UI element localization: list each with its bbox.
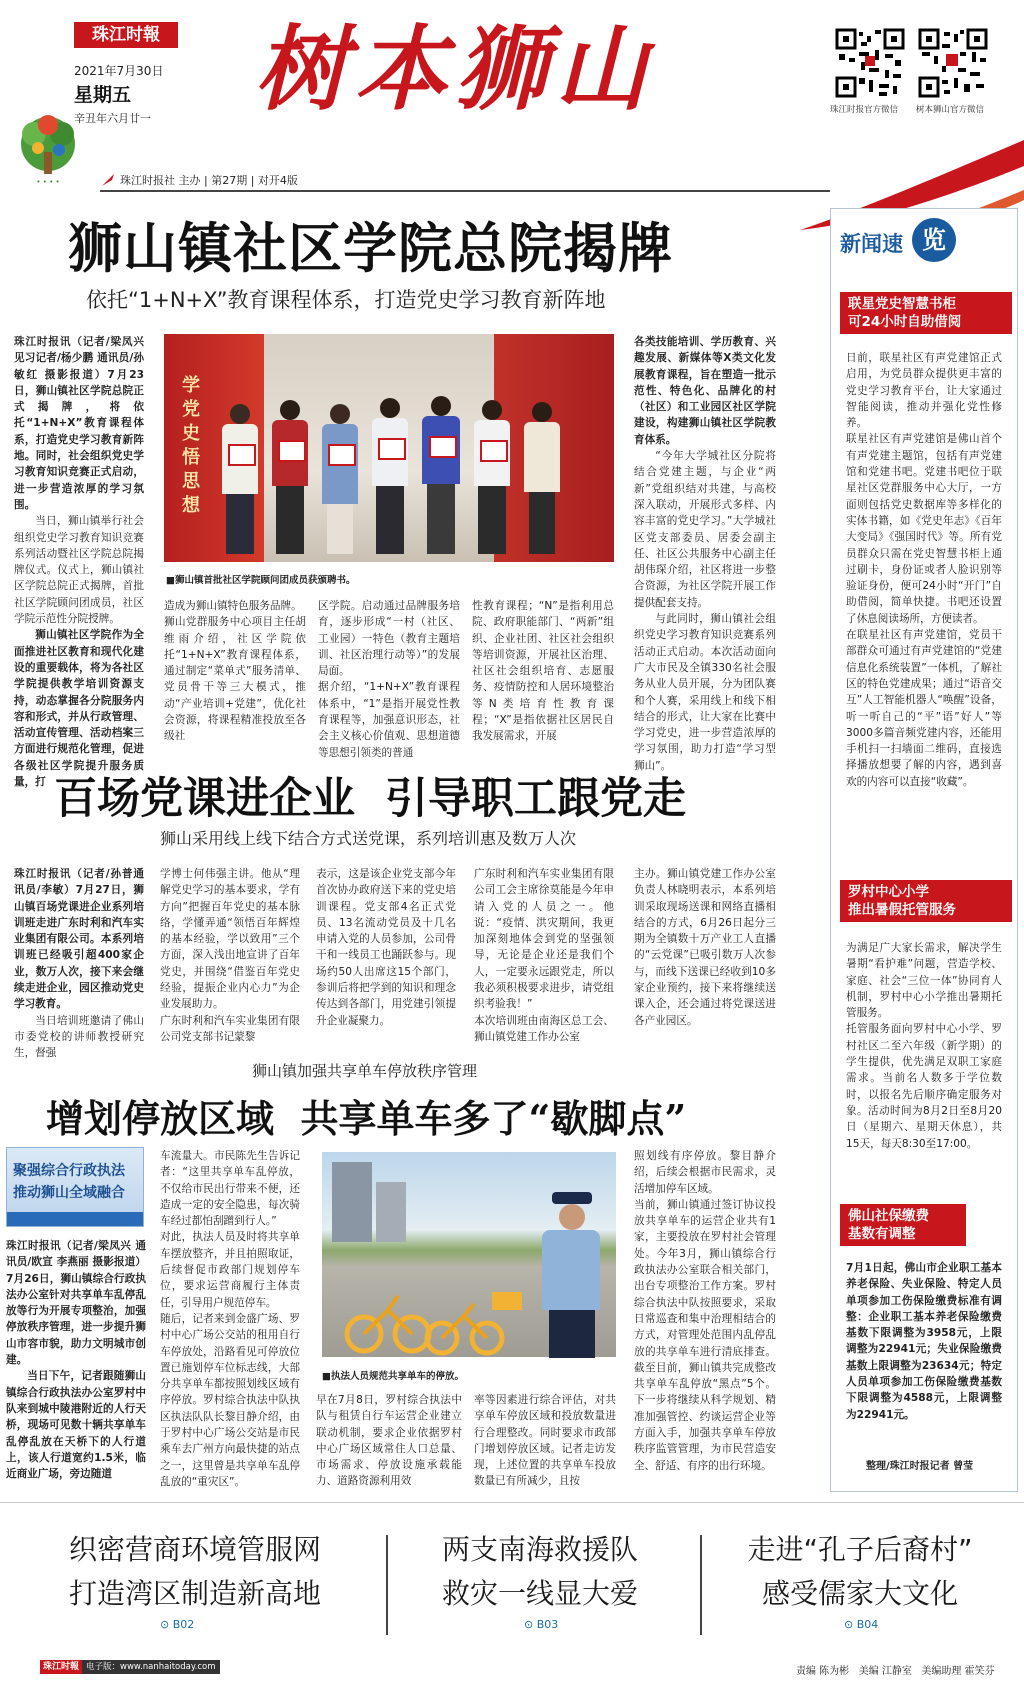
issue-number: 第27期 bbox=[211, 174, 248, 187]
lead-headline: 狮山镇社区学院总院揭牌 bbox=[68, 216, 673, 280]
issue-weekday: 星期五 bbox=[74, 84, 132, 106]
third-paragraph: 当日下午，记者跟随狮山镇综合行政执法办公室罗村中队来到城中陵港附近的人行天桥，现场可见数十辆共享单车乱停乱放在天桥下的人行道上，该人行道宽约1.5米，临近商业广场，旁边随道 bbox=[6, 1370, 146, 1481]
sidebar-tag-1: 联星党史智慧书柜 可24小时自助借阅 bbox=[840, 292, 1012, 334]
promo-item[interactable] bbox=[20, 1528, 370, 1616]
photo-banner-text: 学党史 悟思想 bbox=[182, 375, 200, 516]
second-column-2: 学博士何伟强主讲。他从“理解党史学习的基本要求，学有方向”把握百年党史的基本脉络，学懂弄通“领悟百年辉煌的基本经验，学以致用”三个方面，深入浅出地宣讲了百年党史，并围绕“借鉴百年党史经验，提振企业内心力”为企业发展助力。 广东时利和汽车实业集团有限公司党支部书记蒙黎 bbox=[160, 868, 300, 1043]
building bbox=[376, 1182, 406, 1242]
badge-line: 推动狮山全域融合 bbox=[13, 1185, 125, 1201]
lead-column-right bbox=[634, 334, 776, 772]
qr-label: 珠江时报官方微信 bbox=[830, 105, 899, 115]
certificate bbox=[378, 438, 406, 460]
promo-page-ref[interactable] bbox=[160, 1618, 194, 1631]
lead-photo bbox=[164, 334, 614, 562]
page-link-icon: ⊙ bbox=[844, 1618, 857, 1631]
second-paragraph: 珠江时报讯（记者/孙普通讯员/李敏）7月27日，狮山镇百场党课进企业系列培训班走进广东时利和汽车实业集团有限公司。本系列培训班已经吸引超400家企业，数万人次，接下来会继续走进企业，园区推动党史学习教育。 bbox=[14, 868, 144, 1011]
promo-line: 救灾一线显大爱 bbox=[441, 1577, 638, 1610]
person bbox=[524, 402, 560, 554]
page-link-icon: ⊙ bbox=[160, 1618, 173, 1631]
quill-icon bbox=[100, 172, 116, 188]
lead-paragraph: “今年大学城社区分院将结合党建主题，与企业“两新”党组织结对共建，与高校深入联动，开展形式多样、内容丰富的党史学习。”大学城社区党支部委员、居委会副主任、社区公共服务中心副主任胡伟琛介绍，社区将进一步整合资源，为社区学院开展工作提供配套支持。 bbox=[634, 450, 776, 609]
sidebar-tag-3: 佛山社保缴费 基数有调整 bbox=[840, 1204, 966, 1246]
footer-staff: 责编 陈为彬 美编 江静室 美编助理 霍笑芬 bbox=[796, 1666, 995, 1677]
person bbox=[272, 400, 308, 554]
third-column-3: 早在7月8日，罗村综合执法中队与租赁自行车运营企业建立联动机制，要求企业依据罗村中心广场区域常住人口总量、市场需求、停放设施承载能力、道路资源利用效 bbox=[316, 1394, 462, 1488]
lead-paragraph: 各类技能培训、学历教育、兴趣发展、新媒体等X类文化发展教育课程，旨在塑造一批示范性、特色化、品牌化的村（社区）和工业园区社区学院建设，构建狮山镇社区学院教育体系。 bbox=[634, 336, 776, 446]
person bbox=[222, 404, 258, 554]
promo-ref-label: B03 bbox=[536, 1618, 559, 1631]
promo-ref-label: B02 bbox=[172, 1618, 195, 1631]
tree-logo-icon bbox=[8, 110, 88, 188]
bike-icon bbox=[342, 1282, 542, 1357]
lead-column-c: 性教育课程；“N”是指利用总院、政府职能部门、“两新”组织、企业社团、社区社会组织等培训资源，开展社区治理、社区社会组织培育、志愿服务、疫情防控和人居环境整治等N类培育性教育课程；“X”是指依据社区居民自我发展需求，开展 bbox=[472, 600, 614, 743]
qr-label: 树本狮山官方微信 bbox=[916, 105, 985, 115]
page-link-icon: ⊙ bbox=[524, 1618, 537, 1631]
second-subheadline: 狮山采用线上线下结合方式送党课，系列培训惠及数万人次 bbox=[160, 829, 577, 848]
promo-line: 打造湾区制造新高地 bbox=[68, 1577, 321, 1610]
sidebar-text-3: 7月1日起，佛山市企业职工基本养老保险、失业保险、特定人员单项参加工伤保险缴费标准有调整：企业职工基本养老保险缴费基数下限调整为3958元，上限调整为22941元；失业保险缴费基数上限调整为23634元；特定人员单项参加工伤保险缴费基数下限调整为4588元，上限调整为22941元。 bbox=[846, 1262, 1002, 1421]
lead-paragraph: 珠江时报讯（记者/梁凤兴 见习记者/杨少鹏 通讯员/孙敏红 摄影报道）7月23日，狮山镇社区学院总院正式揭牌，将依托“1+N+X”教育课程体系，打造党史学习教育新阵地。同时，社会组织党史学习教育知识竞赛正式启动，进一步营造浓厚的学习氛围。 bbox=[14, 336, 144, 511]
third-column-2: 车流量大。市民陈先生告诉记者：“这里共享单车乱停放，不仅给市民出行带来不便，还造成一定的安全隐患，每次骑车经过都怕刮蹭到行人。” 对此，执法人员及时将共享单车摆放整齐，并且拍照取证，后续督促市政部门规划停车位，要求运营商履行主体责任，引导用户规范停车。 随后，记者来到金盛广场、罗村中心广场公交站的租用自行车停放处，沿路看见可停放位置已施划停车位标志线，大部分共享单车都按照划线区域有序停放。罗村综合执法中队执区执法队队长黎目静介绍，由于罗村中心广场公交站是市民乘车去广州方向最快捷的站点之一，这里曾是共享单车乱停乱放的“重灾区”。 bbox=[160, 1150, 300, 1488]
certificate bbox=[429, 436, 457, 458]
third-column-5: 照划线有序停放。黎目静介绍，后续会根据市民需求，灵活增加停车区域。 当前，狮山镇通过签订协议投放共享单车的运营企业共有1家，主要投放在罗村社会管理处。今年3月，狮山镇综合行政执法办公室联合相关部门，出台专项整治工作方案。罗村综合执法中队按照要求，采取日常巡查和集中治理相结合的方式，对管理处范围内乱停乱放的共享单车进行清底排查。截至目前，狮山镇共完成整改共享单车乱停放“黑点”5个。下一步将继续从科学规划、精准加强管控、约谈运营企业等方面入手，加强共享单车停放秩序监管管理，为市民营造安全、舒适、有序的出行环境。 bbox=[634, 1150, 776, 1472]
law-enforcement-badge bbox=[6, 1147, 144, 1227]
lead-paragraph: 与此同时，狮山镇社会组织党史学习教育知识竞赛系列活动正式启动。本次活动面向广大市民及全镇330名社会服务从业人员开展，分为团队赛和个人赛，采用线上和线下相结合的形式，让大家在比赛中学习党史，进一步营造浓厚的学习氛围，助力打造“学习型狮山”。 bbox=[634, 613, 776, 772]
certificate bbox=[278, 440, 306, 462]
promo-page-ref[interactable] bbox=[844, 1618, 878, 1631]
promo-top-rule bbox=[0, 1502, 1024, 1503]
second-column-3: 表示，这是该企业党支部今年首次协办政府送下来的党史培训课程。党支部4名正式党员、13名流动党员及十几名申请入党的人员参加，公司骨干和一线员工也踊跃参与。现场约50人出席这15个部门，参训后将把学到的知识和理念传达到各部门，用党建引领提升企业凝聚力。 bbox=[316, 868, 456, 1027]
second-column-1 bbox=[14, 866, 144, 1060]
third-headline: 增划停放区域 共享单车多了“歇脚点” bbox=[46, 1096, 687, 1141]
sidebar-text-1: 日前，联星社区有声党建馆正式启用，为党员群众提供更丰富的党史学习教育平台，让大家通过智能阅读，推动并强化党性修养。 联星社区有声党建馆是佛山首个有声党建主题馆，包括有声党建馆和党建书吧。党建书吧位于联星社区党群服务中心大厅，一方面则包括党史数据库等多样化的实体书籍，如《党史年志》《百年大变局》《强国时代》等。所有党员群众只需在党史智慧书柜上通过刷卡，身份证或者人脸识别等验证身份，便可24小时“开门”自助借阅，简单快捷。书吧还设置了休息阅读场所，方便读者。 在联星社区有声党建馆，党员干部群众可通过有声党建馆的“党建信息化系统装置”一体机，了解社区的特色党建成果；通过“语音交互”人工智能机器人“唤醒”设备，听一听自己的“平”语”好人”等3000多篇音频党建内容，还能用手机扫一扫墙面二维码，直接选择播放想要了解的内容，遇到喜欢的内容可以直接“收藏”。 bbox=[846, 352, 1002, 788]
second-headline: 百场党课进企业 引导职工跟党走 bbox=[54, 774, 686, 824]
certificate bbox=[480, 440, 508, 462]
paper-logo: 珠江时報 bbox=[74, 22, 178, 48]
qr-code-icon bbox=[918, 28, 988, 98]
third-paragraph: 珠江时报讯（记者/梁凤兴 通讯员/欧宣 李燕丽 摄影报道）7月26日，狮山镇综合行政执法办公室针对共享单车乱停乱放等行为开展专项整治，加强停放秩序管理，进一步提升狮山市容市貌，助力文明城市创建。 bbox=[6, 1240, 146, 1367]
sidebar-header-circle: 览 bbox=[912, 218, 956, 262]
officer bbox=[542, 1192, 602, 1357]
promo-line: 两支南海救援队 bbox=[441, 1533, 638, 1566]
lead-column-b: 区学院。启动通过品牌服务培育，逐步形成“一村（社区、工业园）一特色（教育主题培训、社区治理行动等）”的发展局面。 据介绍，“1+N+X”教育课程体系中，“1”是指开展党性教育课程等，加强意识形态，社会主义核心价值观、思想道德等思想引领类的普通 bbox=[318, 600, 460, 759]
promo-divider bbox=[700, 1535, 702, 1635]
lead-paragraph: 当日，狮山镇举行社会组织党史学习教育知识竞赛系列活动暨社区学院总院揭牌仪式。仪式上，狮山镇社区学院总院正式揭牌，首批社区学院顾问团成员，社区学院示范性分院授牌。 bbox=[14, 515, 144, 626]
promo-item[interactable] bbox=[710, 1528, 1010, 1616]
footer-site: 电子版：www.nanhaitoday.com bbox=[86, 1662, 216, 1672]
qr-code-icon bbox=[835, 28, 905, 98]
promo-item[interactable] bbox=[390, 1528, 690, 1616]
svg-text:• • • •: • • • • bbox=[36, 178, 60, 186]
promo-page-ref[interactable] bbox=[524, 1618, 558, 1631]
lead-subheadline: 依托“1+N+X”教育课程体系，打造党史学习教育新阵地 bbox=[86, 288, 606, 312]
certificate bbox=[228, 444, 256, 466]
masthead-rule bbox=[100, 190, 830, 192]
lunar-date: 辛丑年六月廿一 bbox=[74, 112, 151, 125]
sidebar-credit: 整理/珠江时报记者 曾莹 bbox=[866, 1461, 974, 1472]
sidebar-tag-2: 罗村中心小学 推出暑假托管服务 bbox=[840, 880, 1012, 922]
sidebar-header bbox=[840, 216, 960, 266]
bike-photo-caption: ■执法人员规范共享单车的停放。 bbox=[322, 1371, 464, 1382]
person bbox=[422, 396, 460, 554]
badge-line: 聚强综合行政执法 bbox=[13, 1163, 125, 1179]
footer-brand: 珠江时報 bbox=[40, 1660, 82, 1674]
third-column-1 bbox=[6, 1238, 146, 1492]
lead-paragraph: 狮山镇社区学院作为全面推进社区教育和现代化建设的重要载体，将为各社区学院提供教学培训资源支持，动态掌握各分院服务内容和形式，并从行政管理、活动宣传管理、活动档案三方面进行规范化管理，促进各级社区学院提升服务质量，打 bbox=[14, 629, 144, 789]
building bbox=[332, 1162, 372, 1242]
divider: | bbox=[204, 174, 212, 187]
publisher: 珠江时报社 主办 bbox=[120, 174, 201, 187]
certificate bbox=[328, 444, 356, 466]
person bbox=[474, 400, 510, 554]
third-column-4: 率等因素进行综合评估，对共享单车停放区域和投放数量进行合理整改。同时要求市政部门增划停放区域。记者走访发现，上述位置的共享单车投放数量已有所减少，且按 bbox=[474, 1394, 616, 1488]
person bbox=[372, 398, 408, 554]
lead-column-a: 造成为狮山镇特色服务品牌。 狮山党群服务中心项目主任胡维雨介绍，社区学院依托“1+N+X”教育课程体系，通过制定“菜单式”服务清单、党员骨干等三大模式，推动“产业培训+党建”，优化社会资源，将课程精准投放至各级社 bbox=[164, 600, 306, 743]
second-column-4: 广东时利和汽车实业集团有限公司工会主席徐莫能是今年申请入党的人员之一。他说：“疫情、洪灾期间，我更加深刻地体会到党的坚强领导，无论是企业还是我们个人，一定要永远跟党走，所以我必须积极要求进步，请党组织考验我！” 本次培训班由南海区总工会、狮山镇党建工作办公室 bbox=[474, 868, 614, 1043]
second-paragraph: 当日培训班邀请了佛山市委党校的讲师教授研究生，督强 bbox=[14, 1014, 144, 1060]
sidebar-header-text: 新闻速 bbox=[840, 231, 903, 256]
promo-divider bbox=[386, 1535, 388, 1635]
lead-column-left bbox=[14, 334, 144, 789]
promo-line: 走进“孔子后裔村” bbox=[747, 1533, 973, 1566]
page-count: 对开4版 bbox=[257, 174, 298, 187]
badge-strip bbox=[7, 1212, 143, 1226]
second-column-5: 主办。狮山镇党建工作办公室负责人林晓明表示，本系列培训采取现场送课和网络直播相结合的方式，6月26日起分三期为全镇数十万产业工人直播的“云党课”已吸引数万人次参与，而线下送课已经收到10多家企业预约，接下来将继续送课入企，还会通过将党课送进各产业园区。 bbox=[634, 868, 776, 1027]
promo-ref-label: B04 bbox=[856, 1618, 879, 1631]
promo-line: 织密营商环境管服网 bbox=[68, 1533, 321, 1566]
promo-line: 感受儒家大文化 bbox=[761, 1577, 958, 1610]
sidebar-text-2: 为满足广大家长需求，解决学生暑期“看护难”问题，营造学校、家庭、社会“三位一体”协同育人机制，罗村中心小学推出暑期托管服务。 托管服务面向罗村中心小学、罗村社区二至六年级（新学期）的学生提供，优先满足双职工家庭需求。当前名人数多于学位数时，以报名先后顺序确定服务对象。活动时间为8月2日至8月20日（星期六、星期天休息），共15天，每天8:30至17:00。 bbox=[846, 942, 1002, 1150]
divider: | bbox=[250, 174, 258, 187]
info-bar bbox=[120, 172, 298, 188]
third-kicker: 狮山镇加强共享单车停放秩序管理 bbox=[252, 1062, 478, 1080]
lead-photo-caption: ■狮山镇首批社区学院顾问团成员获颁聘书。 bbox=[166, 575, 356, 586]
bike-photo bbox=[322, 1152, 616, 1357]
masthead-title: 树本狮山 bbox=[255, 15, 656, 123]
issue-date: 2021年7月30日 bbox=[74, 64, 164, 78]
person bbox=[322, 404, 358, 554]
